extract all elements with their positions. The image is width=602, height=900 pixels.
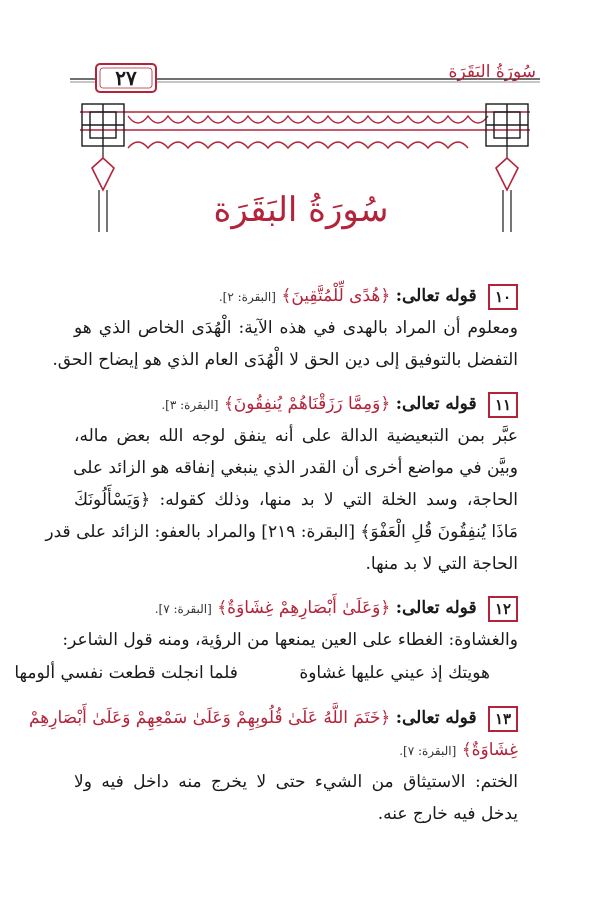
page-number: ٢٧ [115, 66, 137, 90]
quran-quote: ﴿هُدًى لِّلْمُتَّقِينَ﴾ [281, 286, 391, 306]
paragraph-line: التفضل بالتوفيق إلى دين الحق لا الْهُدَى العام الذي هو إيضاح الحق. [52, 350, 518, 370]
quran-quote: ﴿وَمِمَّا رَزَقْنَاهُمْ يُنفِقُونَ﴾ [223, 394, 391, 414]
page-header [0, 0, 602, 250]
entry-number: ١٢ [488, 596, 518, 622]
entry-lead: قوله تعالى: [395, 598, 477, 618]
entry-heading [74, 592, 518, 624]
paragraph-line: عبَّر بمن التبعيضية الدالة على أنه ينفق لوجه الله بعض ماله، [74, 426, 518, 446]
paragraph-line: الحاجة التي لا بد منها. [365, 554, 518, 574]
running-title: سُورَةُ البَقَرَة [448, 62, 536, 82]
entry-heading [74, 388, 518, 420]
paragraph-line: ومعلوم أن المراد بالهدى في هذه الآية: الْهُدَى الخاص الذي هو [74, 318, 518, 338]
entry-number: ١٠ [488, 284, 518, 310]
quran-quote-continued: غِشَاوَةٌ﴾ [461, 740, 518, 760]
paragraph-line: الحاجة، وسد الخلة التي لا بد منها، وذلك كقوله: ﴿وَيَسْأَلُونَكَ [74, 490, 518, 510]
entry-heading [74, 280, 518, 312]
citation: [البقرة: ٣]. [161, 398, 219, 412]
entry-number: ١١ [488, 392, 518, 418]
citation: [البقرة: ٢]. [218, 290, 276, 304]
entry-lead: قوله تعالى: [395, 394, 477, 414]
verse-first-hemistich: هويتك إذ عيني عليها غشاوة [299, 663, 490, 683]
quran-quote: ﴿خَتَمَ اللَّهُ عَلَىٰ قُلُوبِهِمْ وَعَلَىٰ سَمْعِهِمْ وَعَلَىٰ أَبْصَارِهِمْ [28, 708, 391, 728]
paragraph-line: الختم: الاستيثاق من الشيء حتى لا يخرج منه داخل فيه ولا [74, 772, 518, 792]
paragraph-line: وبيَّن في مواضع أخرى أن القدر الذي ينبغي إنفاقه هو الزائد على [73, 458, 518, 478]
paragraph-line: والغشاوة: الغطاء على العين يمنعها من الرؤية، ومنه قول الشاعر: [62, 630, 518, 650]
entry-lead: قوله تعالى: [395, 708, 477, 728]
poetry-verse [14, 656, 518, 690]
entry-heading [28, 702, 518, 734]
citation: [البقرة: ٧]. [154, 602, 212, 616]
verse-second-hemistich: فلما انجلت قطعت نفسي ألومها [14, 663, 238, 683]
entry-lead: قوله تعالى: [395, 286, 477, 306]
paragraph-line: مَاذَا يُنفِقُونَ قُلِ الْعَفْوَ﴾ [البقرة: ٢١٩] والمراد بالعفو: الزائد على قدر [45, 522, 518, 542]
page-body [14, 268, 518, 830]
paragraph-line: يدخل فيه خارج عنه. [377, 804, 518, 824]
surah-title: سُورَةُ البَقَرَة [213, 190, 389, 230]
citation: [البقرة: ٧]. [399, 744, 457, 758]
entry-heading-continued [74, 734, 518, 766]
entry-number: ١٣ [488, 706, 518, 732]
quran-quote: ﴿وَعَلَىٰ أَبْصَارِهِمْ غِشَاوَةٌ﴾ [217, 598, 391, 618]
